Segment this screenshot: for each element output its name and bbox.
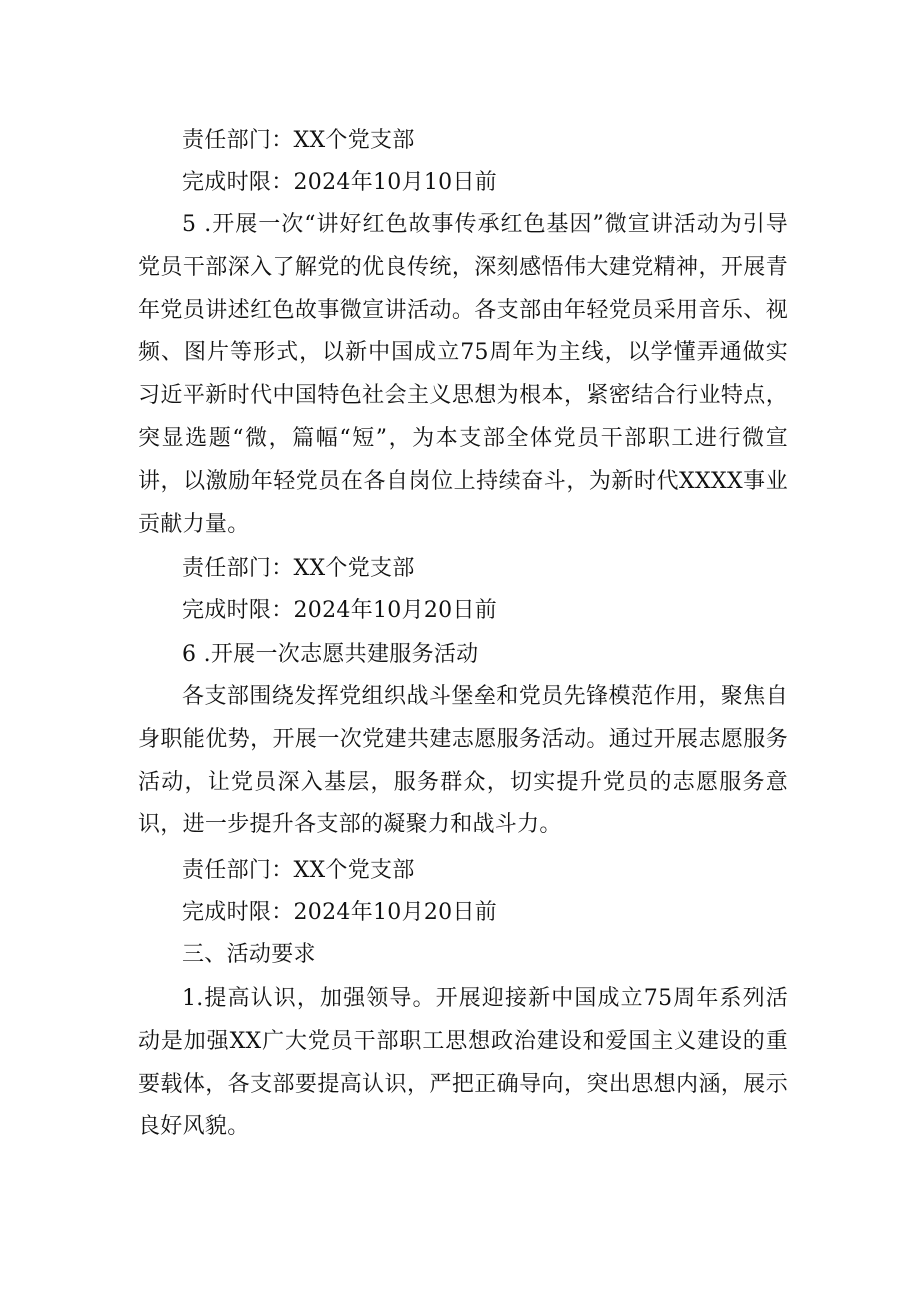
item-6-paragraph: 各支部围绕发挥党组织战斗堡垒和党员先锋模范作用，聚焦自身职能优势，开展一次党建共建志愿服务活动。通过开展志愿服务活动，让党员深入基层，服务群众，切实提升党员的志愿服务意识，进一步提升各支部的凝聚力和战斗力。: [138, 684, 788, 838]
requirement-1-paragraph: 1.提高认识，加强领导。开展迎接新中国成立75周年系列活动是加强XX广大党员干部职工思想政治建设和爱国主义建设的重要载体，各支部要提高认识，严把正确导向，突出思想内涵，展示良好风貌。: [138, 986, 788, 1140]
responsible-dept-line: 责任部门：XX个党支部: [182, 556, 415, 581]
item-5-paragraph: 5 .开展一次“讲好红色故事传承红色基因”微宣讲活动为引导党员干部深入了解党的优良传统，深刻感悟伟大建党精神，开展青年党员讲述红色故事微宣讲活动。各支部由年轻党员采用音乐、视频、图片等形式，以新中国成立75周年为主线，以学懂弄通做实习近平新时代中国特色社会主义思想为根本，紧密结合行业特点，突显选题“微，篇幅“短”，为本支部全体党员干部职工进行微宣讲，以激励年轻党员在各自岗位上持续奋斗，为新时代XXXX事业贡献力量。: [138, 212, 788, 537]
deadline-line: 完成时限：2024年10月20日前: [182, 900, 498, 925]
deadline-line: 完成时限：2024年10月10日前: [182, 170, 498, 195]
responsible-dept-line: 责任部门：XX个党支部: [182, 128, 415, 153]
responsible-dept-line: 责任部门：XX个党支部: [182, 858, 415, 883]
section-3-heading: 三、活动要求: [182, 942, 316, 967]
item-6-heading: 6 .开展一次志愿共建服务活动: [182, 642, 479, 667]
deadline-line: 完成时限：2024年10月20日前: [182, 598, 498, 623]
